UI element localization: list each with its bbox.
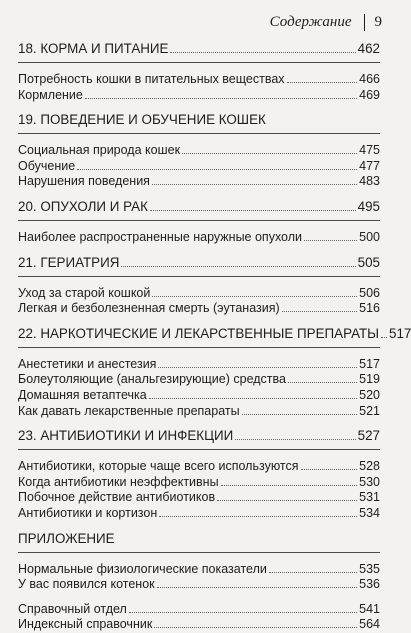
toc-entry[interactable]: [18, 475, 380, 491]
toc-entry[interactable]: [18, 506, 380, 522]
toc-entry[interactable]: [18, 174, 380, 190]
chapter-rule: [18, 133, 380, 134]
toc-entry[interactable]: [18, 562, 380, 578]
entry-page: 520: [359, 387, 380, 402]
chapter-page: 462: [357, 41, 380, 56]
dot-leader: [170, 42, 355, 53]
entry-title: Легкая и безболезненная смерть (эутаназия): [18, 301, 280, 316]
dot-leader: [85, 88, 357, 98]
entry-page: 477: [359, 158, 380, 173]
entry-title: Анестетики и анестезия: [18, 356, 157, 371]
dot-leader: [221, 475, 358, 485]
toc-entry[interactable]: [18, 617, 380, 633]
toc-entry[interactable]: [18, 230, 380, 246]
toc-entry[interactable]: [18, 72, 380, 88]
entry-page: 475: [359, 143, 380, 158]
dot-leader: [288, 373, 357, 383]
toc-chapter-23[interactable]: [18, 425, 380, 447]
running-header: [270, 14, 382, 31]
dot-leader: [152, 175, 357, 185]
page-number: 9: [374, 14, 382, 30]
toc-entry[interactable]: [18, 159, 380, 175]
entry-page: 521: [359, 403, 380, 418]
entry-title: Обучение: [18, 158, 76, 173]
entry-title: Потребность кошки в питательных веществах: [18, 72, 285, 86]
entry-title: Как давать лекарственные препараты: [18, 403, 240, 418]
entry-title: Нарушения поведения: [18, 174, 150, 189]
dot-leader: [152, 286, 357, 296]
entry-page: 469: [359, 87, 380, 102]
chapter-title: 20. ОПУХОЛИ И РАК: [18, 198, 148, 214]
entry-title: Когда антибиотики неэффективны: [18, 474, 219, 489]
dot-leader: [235, 429, 355, 440]
chapter-rule: [18, 62, 380, 63]
running-header-title: Содержание: [269, 14, 352, 30]
toc-chapter-18[interactable]: [18, 38, 380, 60]
toc-chapter-21[interactable]: [18, 252, 380, 274]
dot-leader: [150, 200, 356, 211]
dot-leader: [121, 256, 355, 267]
entry-page: 541: [359, 601, 380, 616]
dot-leader: [287, 73, 358, 83]
table-of-contents: [18, 38, 411, 633]
entry-page: 516: [359, 301, 380, 316]
appendix-title: ПРИЛОЖЕНИЕ: [18, 530, 115, 546]
toc-entry[interactable]: [18, 459, 380, 475]
entry-title: Социальная природа кошек: [18, 143, 181, 158]
entry-page: 536: [359, 577, 380, 592]
dot-leader: [182, 144, 357, 154]
dot-leader: [159, 507, 357, 517]
toc-chapter-22[interactable]: [18, 323, 411, 345]
entry-title: Болеутоляющие (анальгезирующие) средства: [18, 372, 286, 387]
toc-entry[interactable]: [18, 388, 380, 404]
toc-entry[interactable]: [18, 301, 380, 317]
entry-title: У вас появился котенок: [18, 577, 155, 592]
toc-entry[interactable]: [18, 286, 380, 302]
dot-leader: [269, 562, 357, 572]
entry-page: 528: [359, 459, 380, 474]
toc-entry[interactable]: [18, 88, 380, 104]
toc-chapter-19[interactable]: [18, 109, 380, 131]
entry-page: 530: [359, 474, 380, 489]
dot-leader: [157, 578, 358, 588]
toc-entry[interactable]: [18, 357, 380, 373]
dot-leader: [158, 357, 357, 367]
header-separator: [364, 14, 365, 31]
chapter-rule: [18, 449, 380, 450]
entry-page: 506: [359, 285, 380, 300]
dot-leader: [242, 404, 358, 414]
chapter-rule: [18, 276, 380, 277]
dot-leader: [154, 618, 357, 628]
toc-entry[interactable]: [18, 143, 380, 159]
entry-title: Индексный справочник: [18, 617, 153, 632]
entry-title: Кормление: [18, 87, 83, 102]
entry-title: Антибиотики, которые чаще всего используются: [18, 459, 299, 474]
chapter-title: 22. НАРКОТИЧЕСКИЕ И ЛЕКАРСТВЕННЫЕ ПРЕПАРАТЫ: [18, 325, 380, 341]
chapter-title: 21. ГЕРИАТРИЯ: [18, 254, 120, 270]
chapter-title: 18. КОРМА И ПИТАНИЕ: [18, 41, 169, 56]
toc-entry[interactable]: [18, 577, 380, 593]
dot-leader: [77, 159, 357, 169]
dot-leader: [304, 231, 357, 241]
dot-leader: [282, 302, 357, 312]
chapter-page: 527: [357, 428, 380, 444]
chapter-page: 505: [357, 254, 380, 270]
chapter-rule: [18, 347, 380, 348]
entry-title: Побочное действие антибиотиков: [18, 490, 216, 505]
appendix-rule: [18, 552, 380, 553]
dot-leader: [381, 327, 387, 338]
entry-page: 483: [359, 174, 380, 189]
chapter-page: 517: [389, 325, 411, 341]
chapter-title: 23. АНТИБИОТИКИ И ИНФЕКЦИИ: [18, 428, 234, 444]
chapter-title: 19. ПОВЕДЕНИЕ И ОБУЧЕНИЕ КОШЕК: [18, 112, 266, 128]
entry-title: Справочный отдел: [18, 601, 127, 616]
entry-page: 534: [359, 505, 380, 520]
toc-entry[interactable]: [18, 404, 380, 420]
entry-page: 517: [359, 356, 380, 371]
entry-title: Нормальные физиологические показатели: [18, 561, 267, 576]
entry-page: 531: [359, 490, 380, 505]
entry-page: 500: [359, 229, 380, 244]
entry-page: 535: [359, 561, 380, 576]
toc-chapter-20[interactable]: [18, 196, 380, 218]
entry-page: 519: [359, 372, 380, 387]
toc-entry[interactable]: [18, 490, 380, 506]
entry-page: 466: [359, 72, 380, 86]
entry-title: Домашняя ветаптечка: [18, 387, 147, 402]
entry-title: Наиболее распространенные наружные опухоли: [18, 229, 303, 244]
chapter-page: 495: [357, 198, 380, 214]
toc-entry[interactable]: [18, 602, 380, 618]
dot-leader: [301, 460, 358, 470]
chapter-rule: [18, 220, 380, 221]
dot-leader: [129, 602, 357, 612]
dot-leader: [217, 491, 357, 501]
toc-entry[interactable]: [18, 372, 380, 388]
dot-leader: [149, 389, 357, 399]
entry-page: 564: [359, 617, 380, 632]
entry-title: Антибиотики и кортизон: [18, 505, 158, 520]
entry-title: Уход за старой кошкой: [18, 285, 151, 300]
